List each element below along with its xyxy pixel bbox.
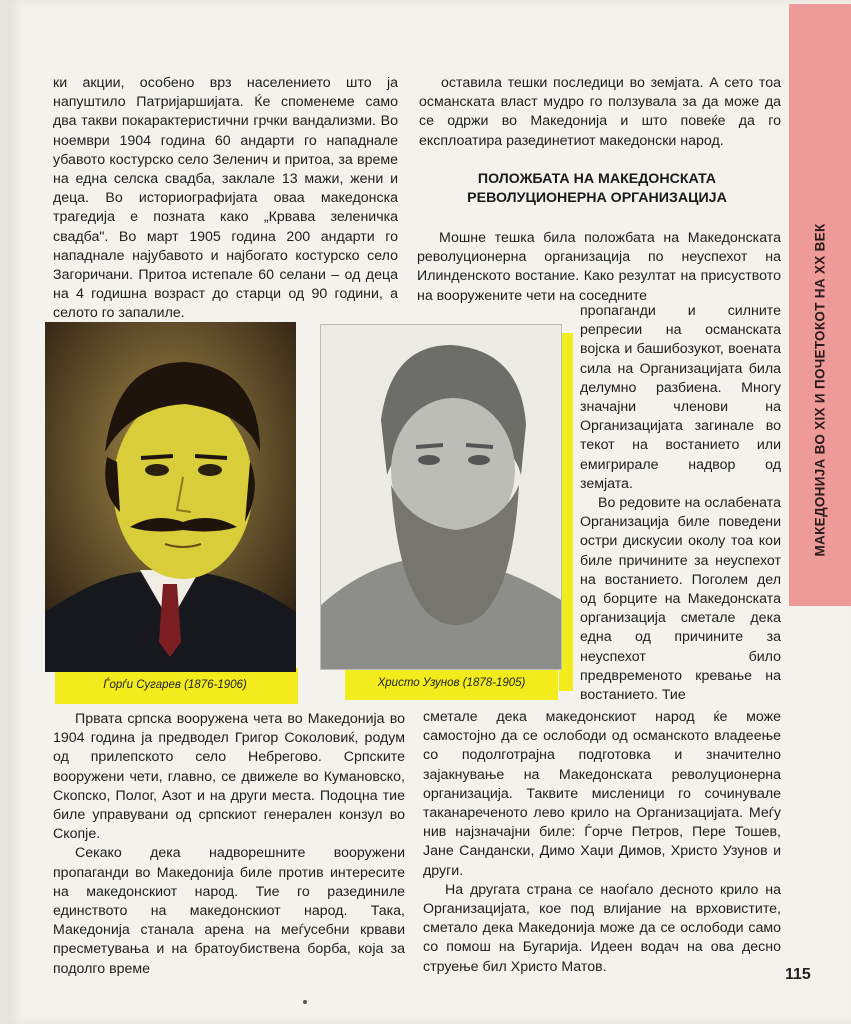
portrait-uzunov xyxy=(320,324,562,670)
print-mark xyxy=(303,1000,307,1004)
left-column-bottom-block xyxy=(53,710,405,979)
portrait-man-beard-icon xyxy=(321,325,561,669)
page-number: 115 xyxy=(785,966,811,983)
chapter-side-tab-label: МАКЕДОНИЈА ВО XIX И ПОЧЕТОКОТ НА XX ВЕК xyxy=(812,223,828,557)
right-narrow-paragraph-2: Во редовите на ослабената Организација биле поведени остри дискусии околу тоа кои биле причините за неуспехот на востанието. Поголем дел од борците на Македонската организација сметале дека една од причините за неуспехот било предвременото кревање на востанието. Тие xyxy=(580,495,781,704)
right-column-lower-block xyxy=(423,708,781,977)
section-heading-line-1: ПОЛОЖБАТА НА МАКЕДОНСКАТА xyxy=(477,171,717,187)
portrait-sugarev xyxy=(45,322,296,672)
left-column-top-text: ки акции, особено врз населението што ја напуштило Патријаршијата. Ќе спомeнеме само два такви покарактеристични грчки вандализми. Во ноември 1904 година 60 андарти го нападнале убавото костурско село Зеленич и притоа, за време на една селска свадба, заклале 13 мажи, жени и деца. Во историографијата оваа македонска трагедија е позната како „Крвава зеленичка свадба". Во март 1905 година 200 андарти го нападнале најубавото и најбогато костурско село Загоричани. Притоа истепале 60 селани – од деца на 4 годишна возраст до старци од 90 години, а селото го запалиле. xyxy=(53,75,398,322)
section-heading xyxy=(432,170,762,208)
left-bottom-paragraph-1: Првата српска вооружена чета во Македонија во 1904 година ја предводел Григор Соколовиќ, родум од прилепското село Небрегово. Српските вооружени чети, главно, се движеле во Кумановско, Скопско, Полог, Азот и на други места. Подоцна тие биле управувани од српскиот генерален конзул во Скопје. xyxy=(53,711,405,843)
right-narrow-paragraph-1: пропаганди и силните репресии на османската војска и башибозукот, воената сила на Организацијата била делумно разбиена. Многу значајни членови на Организацијата загинале во текот на востанието или емигрирале надвор од земјата. xyxy=(580,303,781,492)
right-lower-paragraph-1: сметале дека македонскиот народ ќе може самостојно да се ослободи од османското владеење со подолготрајна подготовка и значително зајакнување на Македонската револуционерна организација. Таквите мисленици го сочинувале таканареченото лево крило на Организацијата. Меѓу нив најзначајни биле: Ѓорче Петров, Пере Тошев, Јане Сандански, Димо Хаџи Димов, Христо Узунов и други. xyxy=(423,709,781,879)
caption-uzunov: Христо Узунов (1878-1905) xyxy=(377,677,526,689)
section-heading-line-2: РЕВОЛУЦИОНЕРНА ОРГАНИЗАЦИЈА xyxy=(467,190,727,206)
right-lower-paragraph-2: На другата страна се наоѓало десното крило на Организацијата, кое под влијание на врховистите, сметало дека Македонија може да се ослободи само со помош на Бугарија. Идеен водач на ова десно струење бил Христо Матов. xyxy=(423,881,781,975)
portrait-man-mustache-icon xyxy=(45,322,296,672)
right-column-intro-text: Мошне тешка била положбата на Македонската револуционерна организација по неуспехот на Илинденското востание. Како резултат на присуството на вооружените чети на соседните xyxy=(417,230,781,304)
right-column-top-text: оставила тешки последици во земјата. А сето тоа османската власт мудро го ползувала за да може да се одржи во Македонија и што повеќе да го експлоатира разединетиот македонски народ. xyxy=(419,75,781,149)
left-bottom-paragraph-2: Секако дека надворешните вооружени пропаганди во Македонија биле против интересите на македонскиот народ. Тие го разединиле единството на македонскиот народ. Така, Македонија станала арена на меѓусебни крвави пресметувања и на братоубиствена борба, која за подолго време xyxy=(53,845,405,977)
caption-sugarev: Ѓорѓи Сугарев (1876-1906) xyxy=(103,679,247,691)
right-column-narrow-block xyxy=(580,302,781,705)
